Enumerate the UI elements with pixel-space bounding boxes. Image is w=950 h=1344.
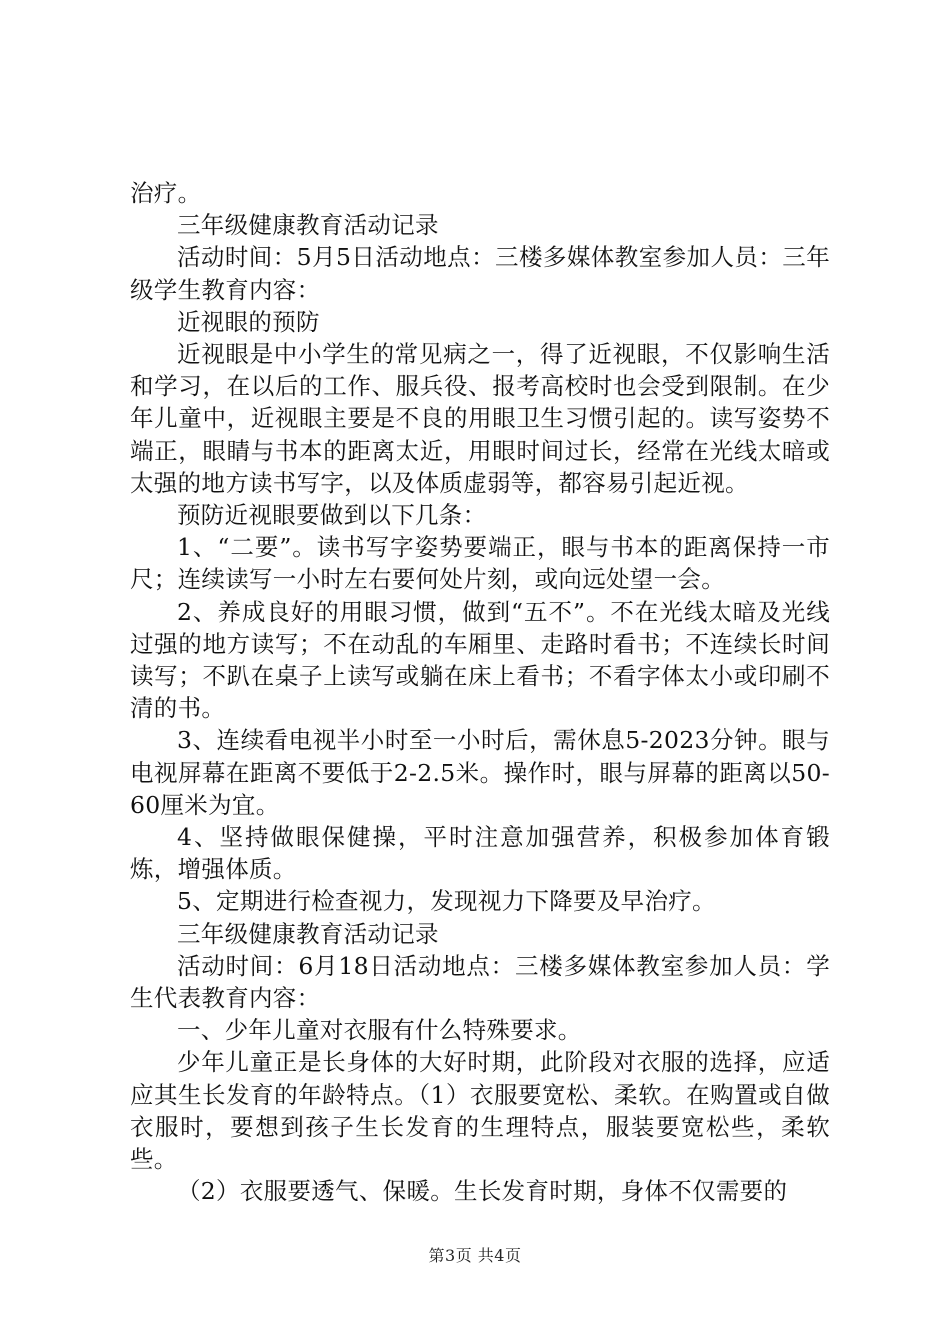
paragraph: 少年儿童正是长身体的大好时期，此阶段对衣服的选择，应适应其生长发育的年龄特点。（1）衣服要宽松、柔软。在购置或自做衣服时，要想到孩子生长发育的生理特点，服装要宽松些，柔软些。 bbox=[130, 1048, 830, 1174]
topic-title: 近视眼的预防 bbox=[177, 307, 320, 336]
section-heading: 三年级健康教育活动记录 bbox=[177, 919, 439, 948]
topic-title: 一、少年儿童对衣服有什么特殊要求。 bbox=[177, 1016, 582, 1045]
paragraph-continuation: 治疗。 bbox=[130, 179, 202, 207]
section-heading: 三年级健康教育活动记录 bbox=[177, 211, 439, 240]
document-body bbox=[130, 177, 830, 1208]
list-intro: 预防近视眼要做到以下几条： bbox=[177, 501, 487, 530]
activity-meta: 活动时间：5月5日活动地点：三楼多媒体教室参加人员：三年级学生教育内容： bbox=[130, 243, 830, 304]
list-item: 4、坚持做眼保健操，平时注意加强营养，积极参加体育锻炼，增强体质。 bbox=[130, 823, 830, 884]
list-item: 1、“二要”。读书写字姿势要端正，眼与书本的距离保持一市尺；连续读写一小时左右要何处片刻，或向远处望一会。 bbox=[130, 533, 830, 594]
activity-meta: 活动时间：6月18日活动地点：三楼多媒体教室参加人员：学生代表教育内容： bbox=[130, 951, 830, 1013]
page-number-footer: 第3页 共4页 bbox=[428, 1246, 522, 1265]
list-item: 5、定期进行检查视力，发现视力下降要及早治疗。 bbox=[177, 887, 716, 916]
list-item: 2、养成良好的用眼习惯，做到“五不”。不在光线太暗及光线过强的地方读写；不在动乱的车厢里、走路时看书；不连续长时间读写；不趴在桌子上读写或躺在床上看书；不看字体太小或印刷不清的书。 bbox=[130, 597, 830, 723]
list-item: 3、连续看电视半小时至一小时后，需休息5-2023分钟。眼与电视屏幕在距离不要低于2-2.5米。操作时，眼与屏幕的距离以50-60厘米为宜。 bbox=[130, 726, 830, 819]
paragraph: （2）衣服要透气、保暖。生长发育时期，身体不仅需要的 bbox=[177, 1177, 788, 1206]
paragraph: 近视眼是中小学生的常见病之一，得了近视眼，不仅影响生活和学习，在以后的工作、服兵役、报考高校时也会受到限制。在少年儿童中，近视眼主要是不良的用眼卫生习惯引起的。读写姿势不端正，眼睛与书本的距离太近，用眼时间过长，经常在光线太暗或太强的地方读书写字，以及体质虚弱等，都容易引起近视。 bbox=[130, 340, 830, 497]
